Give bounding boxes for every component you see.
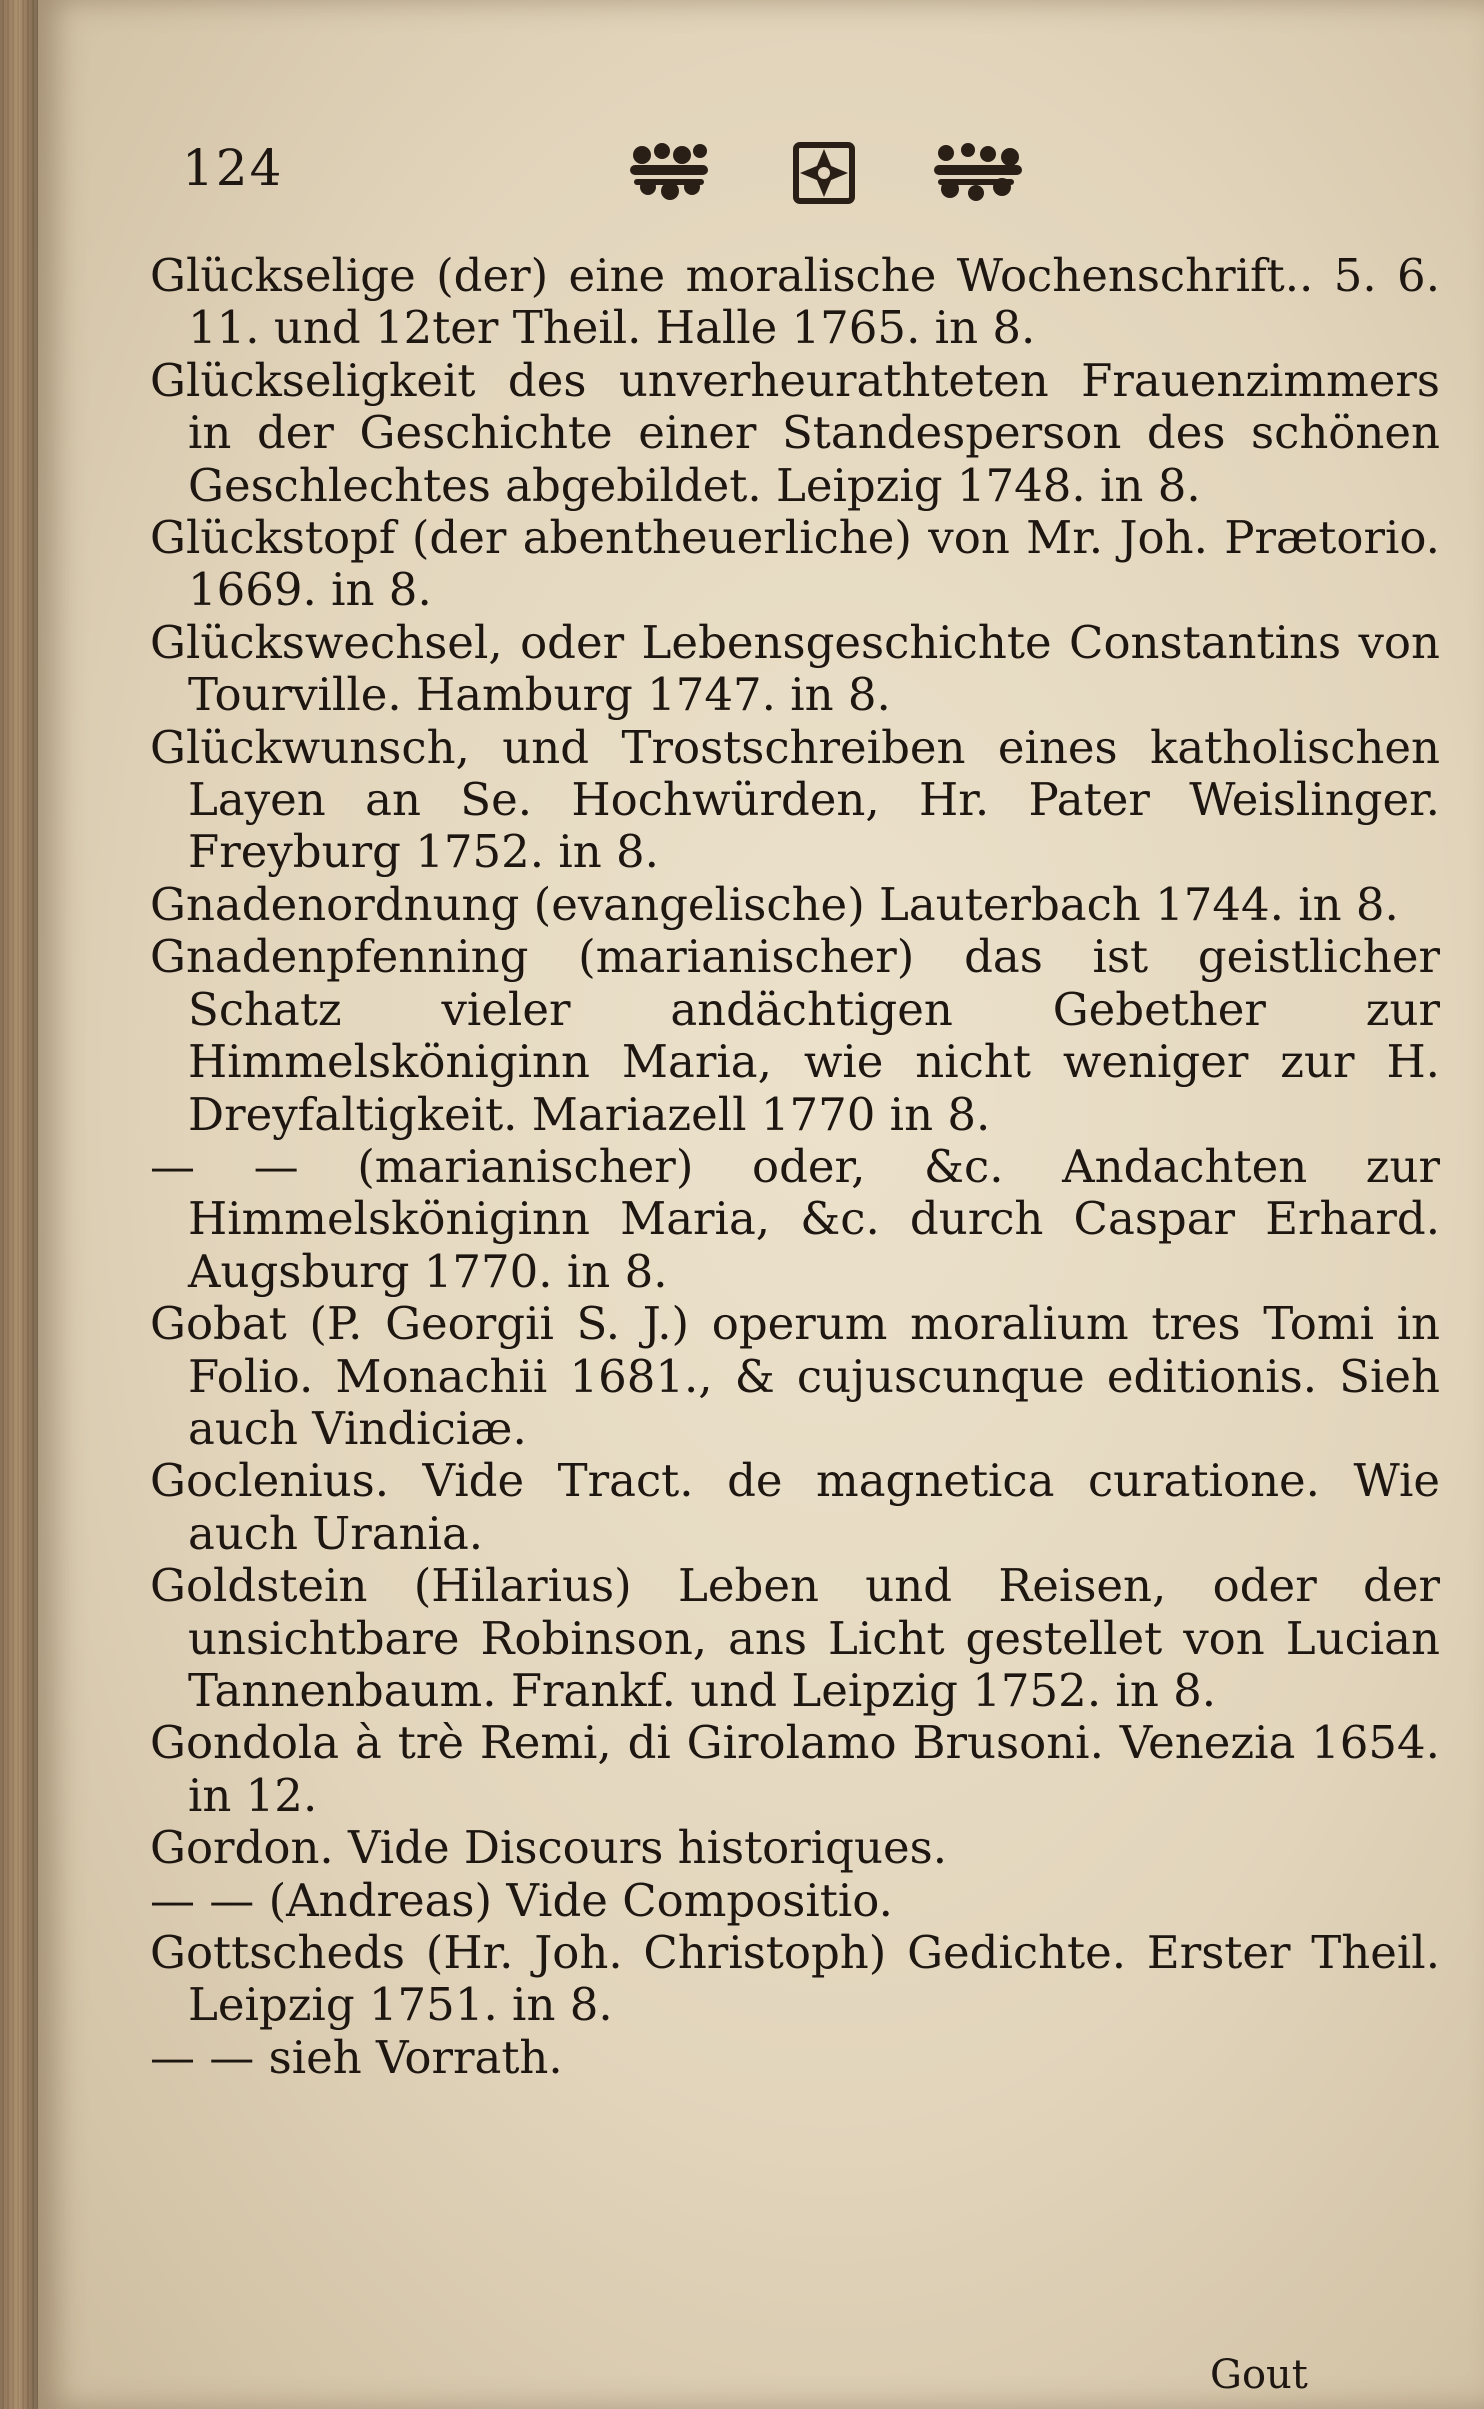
catalog-entry: Glückselige (der) eine moralische Wochenschrift.. 5. 6. 11. und 12ter Theil. Halle 1765. in 8. xyxy=(150,249,1440,355)
catalog-entry: Gordon. Vide Discours historiques. xyxy=(150,1821,947,1875)
page-edges xyxy=(0,0,40,2409)
catalog-entry: Goclenius. Vide Tract. de magnetica curatione. Wie auch Urania. xyxy=(150,1454,1440,1560)
page-number: 124 xyxy=(182,139,284,197)
catalog-entry: Gottscheds (Hr. Joh. Christoph) Gedichte. Erster Theil. Leipzig 1751. in 8. xyxy=(150,1926,1440,2032)
catalog-entry: Glückswechsel, oder Lebensgeschichte Constantins von Tourville. Hamburg 1747. in 8. xyxy=(150,615,1440,722)
page-header xyxy=(138,125,1398,215)
catalog-entry: Gnadenordnung (evangelische) Lauterbach 1744. in 8. xyxy=(150,877,1399,931)
catchword: Gout xyxy=(1210,2352,1308,2398)
catalog-entry: — — sieh Vorrath. xyxy=(150,2030,563,2084)
catalog-entry: Glückstopf (der abentheuerliche) von Mr. Joh. Prætorio. 1669. in 8. xyxy=(150,511,1440,617)
fleuron-left-icon xyxy=(630,143,708,200)
catalog-entry: Gondola à trè Remi, di Girolamo Brusoni. Venezia 1654. in 12. xyxy=(150,1716,1440,1822)
catalog-entry: Gnadenpfenning (marianischer) das ist geistlicher Schatz vieler andächtigen Gebether zur Himmelsköniginn Maria, wie nicht weniger zur H. Dreyfaltigkeit. Mariazell 1770 in 8. xyxy=(150,930,1440,1141)
catalog-entries xyxy=(150,250,1440,2084)
catalog-entry: Goldstein (Hilarius) Leben und Reisen, oder der unsichtbare Robinson, ans Licht gestellet von Lucian Tannenbaum. Frankf. und Leipzig 1752. in 8. xyxy=(150,1559,1440,1717)
fleuron-center-icon xyxy=(796,145,852,201)
catalog-entry: — — (Andreas) Vide Compositio. xyxy=(150,1873,893,1927)
catalog-entry: — — (marianischer) oder, &c. Andachten zur Himmelsköniginn Maria, &c. durch Caspar Erhard. Augsburg 1770. in 8. xyxy=(150,1139,1440,1298)
catalog-entry: Glückseligkeit des unverheurathteten Frauenzimmers in der Geschichte einer Standesperson des schönen Geschlechtes abgebildet. Leipzig 1748. in 8. xyxy=(150,353,1440,512)
catalog-entry: Glückwunsch, und Trostschreiben eines katholischen Layen an Se. Hochwürden, Hr. Pater Weislinger. Freyburg 1752. in 8. xyxy=(150,720,1440,879)
fleuron-right-icon xyxy=(934,143,1022,201)
header-ornaments xyxy=(628,141,1028,211)
catalog-entry: Gobat (P. Georgii S. J.) operum moralium tres Tomi in Folio. Monachii 1681., & cujuscunque editionis. Sieh auch Vindiciæ. xyxy=(150,1297,1440,1455)
book-page xyxy=(38,0,1484,2409)
